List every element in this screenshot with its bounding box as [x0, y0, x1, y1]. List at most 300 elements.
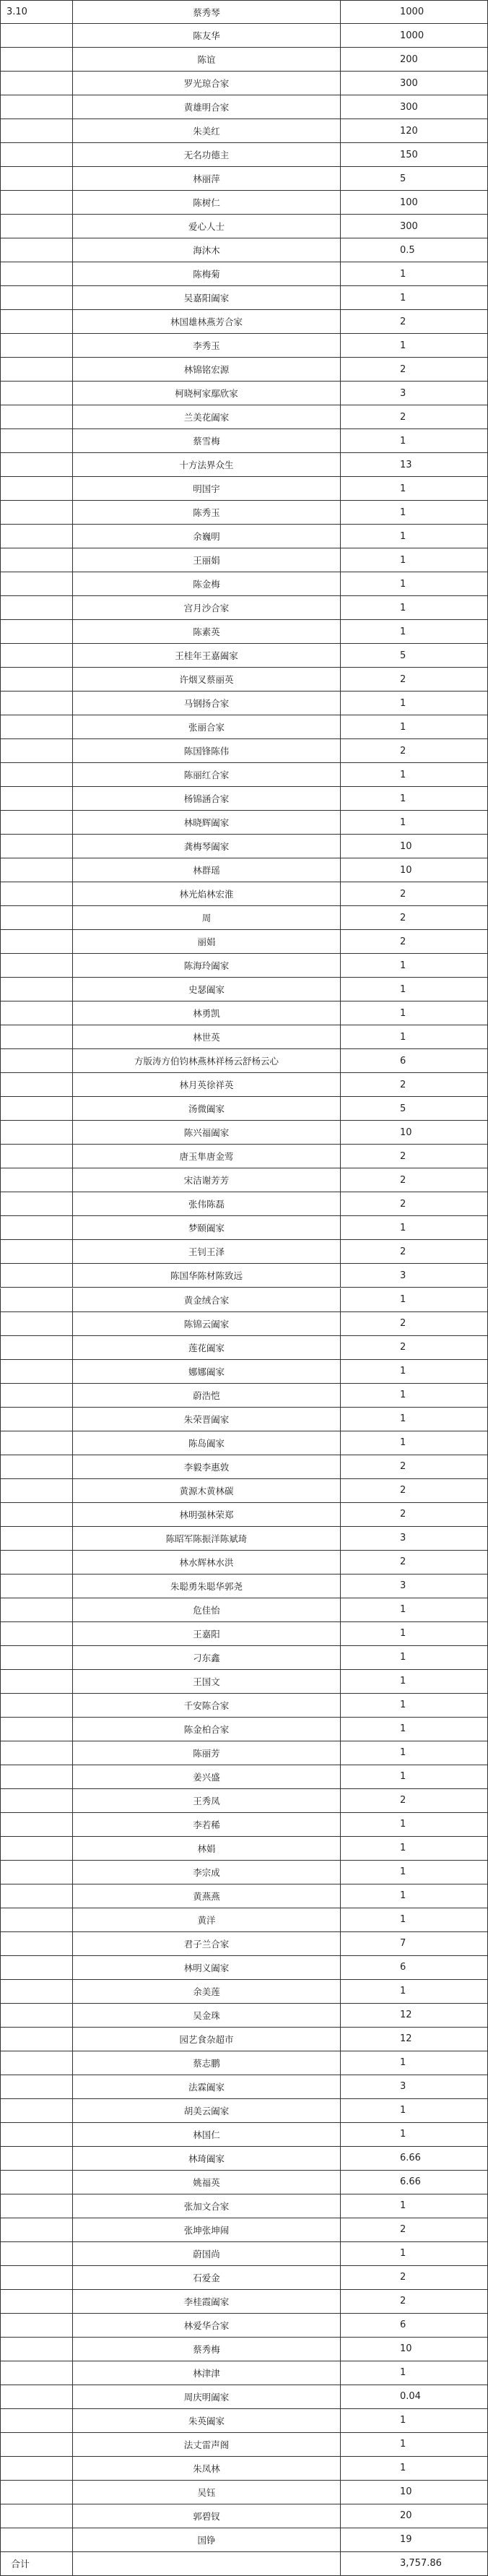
donor-name-cell: 朱聪勇朱聪华郭尧: [72, 1575, 341, 1598]
amount-cell: 1: [341, 787, 488, 810]
date-cell: 3.10: [0, 1, 72, 23]
date-cell: [0, 1025, 72, 1048]
ledger-row: [0, 1216, 488, 1240]
donor-name-cell: 王国文: [72, 1670, 341, 1693]
donor-name-cell: 明国宇: [72, 477, 341, 500]
date-cell: [0, 2409, 72, 2432]
date-cell: [0, 1718, 72, 1741]
donor-name-cell: 陈国锋陈伟: [72, 739, 341, 762]
amount-cell: 1: [341, 715, 488, 738]
donor-name-cell: 黄洋: [72, 1908, 341, 1931]
date-cell: [0, 906, 72, 929]
ledger-row: [0, 739, 488, 763]
date-cell: [0, 2457, 72, 2480]
donor-name-cell: 林国仁: [72, 2123, 341, 2146]
donor-name-cell: 陈梅菊: [72, 262, 341, 285]
amount-cell: 1: [341, 1741, 488, 1765]
donor-name-cell: 陈国华陈材陈致远: [72, 1264, 341, 1287]
donor-name-cell: 海沐木: [72, 238, 341, 262]
ledger-row: [0, 1527, 488, 1551]
date-cell: [0, 215, 72, 238]
amount-cell: 5: [341, 644, 488, 667]
ledger-row: [0, 1049, 488, 1073]
date-cell: [0, 358, 72, 381]
date-cell: [0, 644, 72, 667]
donor-name-cell: 林群瑶: [72, 858, 341, 882]
ledger-row: [0, 715, 488, 739]
ledger-row: [0, 119, 488, 143]
ledger-row: [0, 2218, 488, 2242]
date-cell: [0, 143, 72, 166]
date-cell: [0, 1980, 72, 2003]
date-cell: [0, 620, 72, 643]
amount-cell: 2: [341, 1336, 488, 1359]
amount-cell: 300: [341, 72, 488, 95]
amount-cell: 1: [341, 692, 488, 715]
amount-cell: 2: [341, 1168, 488, 1192]
ledger-row: [0, 1956, 488, 1980]
date-cell: [0, 763, 72, 786]
date-cell: [0, 2266, 72, 2289]
date-cell: [0, 1861, 72, 1884]
donor-name-cell: 朱英阖家: [72, 2409, 341, 2432]
date-cell: [0, 24, 72, 47]
donor-name-cell: 许烟叉蔡丽英: [72, 668, 341, 691]
date-cell: [0, 930, 72, 953]
ledger-row: [0, 95, 488, 119]
ledger-row: [0, 358, 488, 382]
date-cell: [0, 572, 72, 595]
donor-name-cell: 十方法界众生: [72, 453, 341, 476]
amount-cell: 1: [341, 1288, 488, 1311]
ledger-row-first: [0, 0, 488, 24]
amount-cell: 19: [341, 2528, 488, 2551]
date-cell: [0, 2147, 72, 2170]
date-cell: [0, 692, 72, 715]
amount-cell: 10: [341, 835, 488, 858]
ledger-row: [0, 501, 488, 525]
date-cell: [0, 2194, 72, 2218]
date-cell: [0, 1168, 72, 1192]
amount-cell: 1: [341, 1025, 488, 1048]
amount-cell: 0.5: [341, 238, 488, 262]
date-cell: [0, 2075, 72, 2098]
date-cell: [0, 2028, 72, 2051]
donor-name-cell: 蔡志鹏: [72, 2051, 341, 2075]
amount-cell: 1: [341, 1216, 488, 1239]
donor-name-cell: 周庆明阖家: [72, 2385, 341, 2408]
date-cell: [0, 1670, 72, 1693]
date-cell: [0, 1431, 72, 1455]
ledger-row: [0, 1575, 488, 1598]
amount-cell: 2: [341, 358, 488, 381]
ledger-row: [0, 2290, 488, 2314]
donor-name-cell: 罗光琼合家: [72, 72, 341, 95]
amount-cell: 2: [341, 668, 488, 691]
amount-cell: 6: [341, 1956, 488, 1979]
donor-name-cell: 兰美花阖家: [72, 405, 341, 428]
donor-name-cell: 林晓辉阖家: [72, 811, 341, 834]
donor-name-cell: 陈友华: [72, 24, 341, 47]
date-cell: [0, 525, 72, 548]
ledger-row: [0, 2123, 488, 2147]
date-cell: [0, 1741, 72, 1765]
amount-cell: 1: [341, 1384, 488, 1407]
ledger-row: [0, 596, 488, 620]
amount-cell: 5: [341, 167, 488, 190]
amount-cell: 2: [341, 1479, 488, 1502]
date-cell: [0, 310, 72, 333]
ledger-row: [0, 477, 488, 501]
amount-cell: 10: [341, 1121, 488, 1144]
amount-cell: 2: [341, 739, 488, 762]
amount-cell: 1: [341, 2433, 488, 2456]
donor-name-cell: 吴嘉阳阖家: [72, 286, 341, 309]
donor-name-cell: 龚梅琴阖家: [72, 835, 341, 858]
amount-cell: 2: [341, 310, 488, 333]
donor-name-cell: 蔡秀琴: [72, 1, 341, 23]
amount-cell: 1: [341, 1694, 488, 1717]
amount-cell: 3: [341, 1264, 488, 1287]
total-label: 合计: [0, 2552, 72, 2575]
amount-cell: 2: [341, 2290, 488, 2313]
donor-name-cell: 黄金绒合家: [72, 1288, 341, 1311]
donor-name-cell: 蔡雪梅: [72, 429, 341, 452]
date-cell: [0, 596, 72, 619]
donor-name-cell: 无名功德主: [72, 143, 341, 166]
date-cell: [0, 1503, 72, 1526]
ledger-row: [0, 787, 488, 811]
ledger-row: [0, 954, 488, 978]
date-cell: [0, 548, 72, 572]
amount-cell: 1: [341, 954, 488, 977]
amount-cell: 2: [341, 930, 488, 953]
date-cell: [0, 2218, 72, 2241]
date-cell: [0, 1312, 72, 1335]
amount-cell: 1: [341, 1670, 488, 1693]
ledger-row: [0, 262, 488, 286]
amount-cell: 10: [341, 2338, 488, 2361]
amount-cell: 7: [341, 1932, 488, 1955]
date-cell: [0, 1121, 72, 1144]
amount-cell: 6.66: [341, 2147, 488, 2170]
donor-name-cell: 丽娟: [72, 930, 341, 953]
ledger-row: [0, 1168, 488, 1192]
amount-cell: 3: [341, 382, 488, 405]
amount-cell: 2: [341, 906, 488, 929]
date-cell: [0, 954, 72, 977]
total-amount: 3,757.86: [341, 2552, 488, 2575]
ledger-row: [0, 2004, 488, 2028]
ledger-row: [0, 1741, 488, 1765]
date-cell: [0, 2290, 72, 2313]
date-cell: [0, 882, 72, 905]
donor-name-cell: 李秀玉: [72, 334, 341, 357]
date-cell: [0, 72, 72, 95]
ledger-row: [0, 2028, 488, 2051]
ledger-row: [0, 1670, 488, 1694]
date-cell: [0, 1956, 72, 1979]
date-cell: [0, 1837, 72, 1860]
donor-name-cell: 姜兴盛: [72, 1765, 341, 1788]
donor-name-cell: 爱心人士: [72, 215, 341, 238]
ledger-row: [0, 238, 488, 262]
ledger-row: [0, 906, 488, 930]
ledger-row: [0, 1980, 488, 2004]
date-cell: [0, 1216, 72, 1239]
date-cell: [0, 1288, 72, 1311]
ledger-row: [0, 2385, 488, 2409]
ledger-row: [0, 1503, 488, 1527]
ledger-row: [0, 1431, 488, 1455]
date-cell: [0, 715, 72, 738]
donor-name-cell: 柯晓柯家鄢欣家: [72, 382, 341, 405]
donor-name-cell: 陈兴福阖家: [72, 1121, 341, 1144]
amount-cell: 3: [341, 1527, 488, 1550]
donor-name-cell: 张伟陈磊: [72, 1192, 341, 1215]
date-cell: [0, 787, 72, 810]
amount-cell: 1: [341, 2457, 488, 2480]
ledger-row: [0, 1884, 488, 1908]
amount-cell: 20: [341, 2504, 488, 2528]
date-cell: [0, 1789, 72, 1812]
ledger-row: [0, 763, 488, 787]
amount-cell: 0.04: [341, 2385, 488, 2408]
amount-cell: 2: [341, 1455, 488, 1478]
donor-name-cell: 方版涛方伯钧林燕林祥杨云舒杨云心: [72, 1049, 341, 1072]
ledger-row: [0, 215, 488, 238]
ledger-row: [0, 1312, 488, 1336]
date-cell: [0, 453, 72, 476]
date-cell: [0, 1097, 72, 1120]
donor-name-cell: 蔚浩恺: [72, 1384, 341, 1407]
donor-name-cell: 周: [72, 906, 341, 929]
donor-name-cell: 林锦铭宏源: [72, 358, 341, 381]
date-cell: [0, 119, 72, 142]
ledger-row: [0, 382, 488, 405]
donor-name-cell: 史瑟阖家: [72, 978, 341, 1001]
amount-cell: 1: [341, 2123, 488, 2146]
ledger-row: [0, 668, 488, 692]
amount-cell: 1: [341, 1646, 488, 1669]
donor-name-cell: 余巍明: [72, 525, 341, 548]
amount-cell: 1: [341, 477, 488, 500]
donor-name-cell: 危佳怡: [72, 1598, 341, 1621]
date-cell: [0, 2338, 72, 2361]
amount-cell: 300: [341, 95, 488, 119]
amount-cell: 1: [341, 1908, 488, 1931]
ledger-row: [0, 1932, 488, 1956]
date-cell: [0, 1455, 72, 1478]
donor-name-cell: 法霖阖家: [72, 2075, 341, 2098]
amount-cell: 1: [341, 1622, 488, 1645]
ledger-row: [0, 882, 488, 906]
donor-name-cell: 陈岛阖家: [72, 1431, 341, 1455]
date-cell: [0, 2361, 72, 2385]
date-cell: [0, 191, 72, 214]
ledger-row: [0, 1908, 488, 1932]
amount-cell: 2: [341, 405, 488, 428]
ledger-row: [0, 620, 488, 644]
donor-name-cell: 陈丽红合家: [72, 763, 341, 786]
date-cell: [0, 2051, 72, 2075]
date-cell: [0, 1336, 72, 1359]
date-cell: [0, 1622, 72, 1645]
donor-name-cell: 陈秀玉: [72, 501, 341, 524]
amount-cell: 1: [341, 1001, 488, 1025]
ledger-row: [0, 1479, 488, 1503]
amount-cell: 1: [341, 1360, 488, 1383]
date-cell: [0, 1360, 72, 1383]
ledger-row: [0, 1097, 488, 1121]
donor-name-cell: 陈谊: [72, 48, 341, 71]
donor-name-cell: 陈海玲阖家: [72, 954, 341, 977]
amount-cell: 1: [341, 1598, 488, 1621]
ledger-row: [0, 1622, 488, 1646]
donor-name-cell: 朱凤林: [72, 2457, 341, 2480]
date-cell: [0, 1073, 72, 1096]
date-cell: [0, 1408, 72, 1431]
donor-name-cell: 莲花阖家: [72, 1336, 341, 1359]
amount-cell: 1: [341, 286, 488, 309]
donor-name-cell: 朱荣晋阖家: [72, 1408, 341, 1431]
ledger-row: [0, 1694, 488, 1718]
ledger-row: [0, 2361, 488, 2385]
donor-name-cell: 胡美云阖家: [72, 2099, 341, 2122]
date-cell: [0, 2314, 72, 2337]
date-cell: [0, 1192, 72, 1215]
donor-name-cell: 黄雄明合家: [72, 95, 341, 119]
amount-cell: 2: [341, 2218, 488, 2241]
date-cell: [0, 1646, 72, 1669]
donor-name-cell: 朱美红: [72, 119, 341, 142]
date-cell: [0, 429, 72, 452]
date-cell: [0, 382, 72, 405]
donor-name-cell: 李毅李惠敦: [72, 1455, 341, 1478]
donor-name-cell: 林津津: [72, 2361, 341, 2385]
amount-cell: 1: [341, 978, 488, 1001]
amount-cell: 2: [341, 1073, 488, 1096]
donor-name-cell: 蔡秀梅: [72, 2338, 341, 2361]
amount-cell: 2: [341, 1789, 488, 1812]
donor-name-cell: 宋洁谢芳芳: [72, 1168, 341, 1192]
amount-cell: 1: [341, 1718, 488, 1741]
date-cell: [0, 286, 72, 309]
ledger-row: [0, 2147, 488, 2171]
ledger-row: [0, 811, 488, 835]
donor-name-cell: 林月英徐祥英: [72, 1073, 341, 1096]
ledger-row: [0, 405, 488, 429]
donor-name-cell: 李若稀: [72, 1813, 341, 1836]
donor-name-cell: 王秀凤: [72, 1789, 341, 1812]
ledger-row: [0, 858, 488, 882]
ledger-row: [0, 2171, 488, 2194]
amount-cell: 3: [341, 2075, 488, 2098]
ledger-row: [0, 548, 488, 572]
amount-cell: 1: [341, 262, 488, 285]
amount-cell: 100: [341, 191, 488, 214]
date-cell: [0, 2504, 72, 2528]
date-cell: [0, 811, 72, 834]
donor-name-cell: 王嘉阳: [72, 1622, 341, 1645]
donor-name-cell: 吴金珠: [72, 2004, 341, 2027]
ledger-row: [0, 2504, 488, 2528]
date-cell: [0, 1765, 72, 1788]
date-cell: [0, 858, 72, 882]
date-cell: [0, 668, 72, 691]
amount-cell: 3: [341, 1575, 488, 1598]
amount-cell: 1: [341, 501, 488, 524]
amount-cell: 6: [341, 2314, 488, 2337]
amount-cell: 13: [341, 453, 488, 476]
amount-cell: 200: [341, 48, 488, 71]
amount-cell: 1000: [341, 1, 488, 23]
amount-cell: 1: [341, 548, 488, 572]
ledger-row: [0, 1145, 488, 1168]
ledger-row: [0, 978, 488, 1001]
ledger-row: [0, 1718, 488, 1741]
amount-cell: 10: [341, 2481, 488, 2504]
donor-name-cell: 林勇凯: [72, 1001, 341, 1025]
date-cell: [0, 1813, 72, 1836]
amount-cell: 1: [341, 334, 488, 357]
date-cell: [0, 1908, 72, 1931]
ledger-row: [0, 167, 488, 191]
ledger-row: [0, 644, 488, 668]
ledger-row: [0, 1551, 488, 1575]
date-cell: [0, 1884, 72, 1908]
amount-cell: 1: [341, 2194, 488, 2218]
ledger-row: [0, 2314, 488, 2338]
ledger-row: [0, 1360, 488, 1384]
date-cell: [0, 334, 72, 357]
amount-cell: 2: [341, 1145, 488, 1168]
donor-name-cell: 陈金柏合家: [72, 1718, 341, 1741]
amount-cell: 6.66: [341, 2171, 488, 2194]
ledger-row: [0, 1336, 488, 1360]
donor-name-cell: 陈丽芳: [72, 1741, 341, 1765]
amount-cell: 2: [341, 882, 488, 905]
donor-name-cell: 林国雄林燕芳合家: [72, 310, 341, 333]
ledger-row: [0, 1192, 488, 1216]
date-cell: [0, 1001, 72, 1025]
date-cell: [0, 501, 72, 524]
ledger-row: [0, 1001, 488, 1025]
date-cell: [0, 1551, 72, 1574]
donor-name-cell: 林丽萍: [72, 167, 341, 190]
amount-cell: 1: [341, 1408, 488, 1431]
amount-cell: 1: [341, 429, 488, 452]
amount-cell: 1: [341, 2242, 488, 2265]
ledger-row: [0, 48, 488, 72]
amount-cell: 150: [341, 143, 488, 166]
donor-name-cell: 王桂年王嘉阖家: [72, 644, 341, 667]
amount-cell: 12: [341, 2028, 488, 2051]
donor-name-cell: 张加文合家: [72, 2194, 341, 2218]
ledger-row: [0, 2051, 488, 2075]
date-cell: [0, 405, 72, 428]
ledger-row: [0, 191, 488, 215]
date-cell: [0, 1264, 72, 1287]
donor-name-cell: 林琦阖家: [72, 2147, 341, 2170]
amount-cell: 1: [341, 1861, 488, 1884]
amount-cell: 1: [341, 596, 488, 619]
date-cell: [0, 2123, 72, 2146]
ledger-row: [0, 2409, 488, 2433]
date-cell: [0, 1527, 72, 1550]
total-row: [0, 2552, 488, 2576]
amount-cell: 1: [341, 620, 488, 643]
